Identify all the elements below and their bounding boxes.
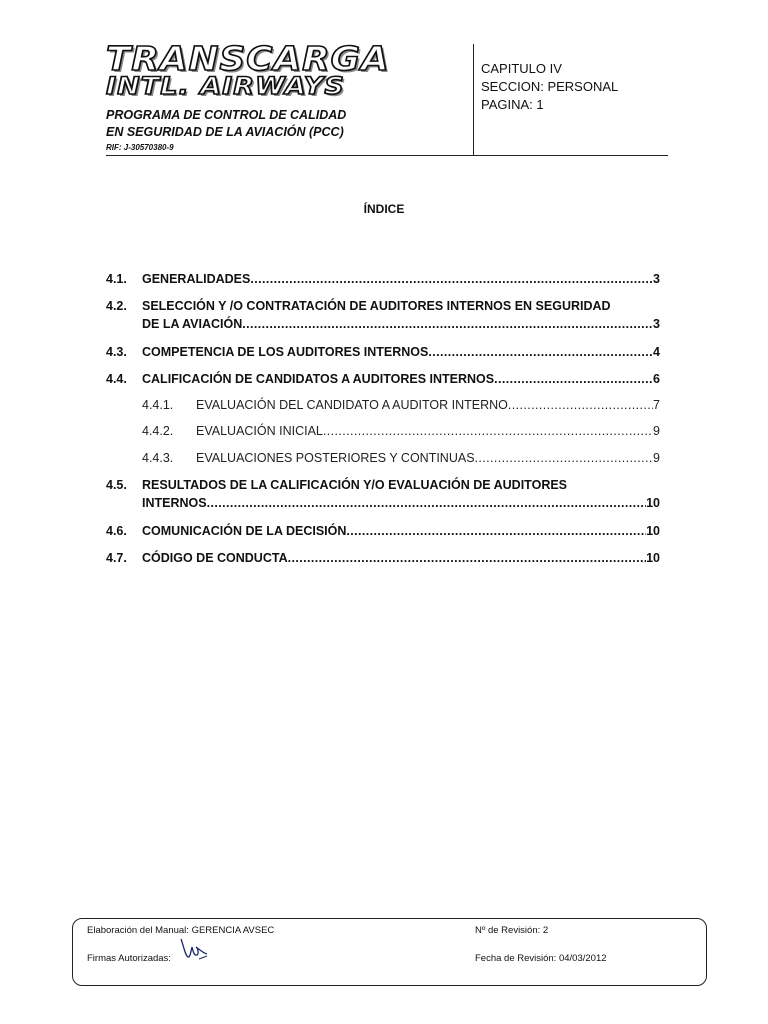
program-title-line-2: EN SEGURIDAD DE LA AVIACIÓN (PCC) xyxy=(106,125,344,139)
revision-date: Fecha de Revisión: 04/03/2012 xyxy=(475,953,607,964)
toc-leader-dots xyxy=(346,524,646,538)
header-horizontal-divider xyxy=(106,155,668,156)
toc-entry-title: INTERNOS xyxy=(142,496,207,510)
signature-icon xyxy=(177,935,211,965)
index-title: ÍNDICE xyxy=(363,202,405,216)
chapter-label: CAPITULO IV xyxy=(481,61,562,76)
toc-entry-title: DE LA AVIACIÓN xyxy=(142,317,243,331)
manual-elaboration: Elaboración del Manual: GERENCIA AVSEC xyxy=(87,925,275,936)
toc-entry-page: 3 xyxy=(653,272,660,286)
toc-entry-title: EVALUACIONES POSTERIORES Y CONTINUAS xyxy=(196,451,475,465)
toc-entry-page: 3 xyxy=(653,317,660,331)
toc-leader-dots xyxy=(508,398,653,412)
toc-leader-dots xyxy=(428,345,653,359)
toc-entry-title: EVALUACIÓN DEL CANDIDATO A AUDITOR INTERNO xyxy=(196,398,508,412)
revision-number: Nº de Revisión: 2 xyxy=(475,925,549,936)
toc-entry-page: 7 xyxy=(653,398,660,412)
toc-entry-number: 4.6. xyxy=(106,524,127,538)
toc-entry-number: 4.3. xyxy=(106,345,127,359)
toc-leader-dots xyxy=(288,551,646,565)
page-label: PAGINA: 1 xyxy=(481,97,544,112)
toc-entry-title: CALIFICACIÓN DE CANDIDATOS A AUDITORES INTERNOS xyxy=(142,372,495,386)
toc-entry-page: 9 xyxy=(653,451,660,465)
rif-number: RIF: J-30570380-9 xyxy=(106,143,174,152)
toc-leader-dots xyxy=(494,372,653,386)
toc-entry-page: 10 xyxy=(646,551,660,565)
toc-entry-number: 4.5. xyxy=(106,478,127,492)
toc-entry-number: 4.1. xyxy=(106,272,127,286)
toc-entry-title: COMPETENCIA DE LOS AUDITORES INTERNOS xyxy=(142,345,429,359)
authorized-signatures-label: Firmas Autorizadas: xyxy=(87,953,171,964)
toc-entry-page: 10 xyxy=(646,496,660,510)
toc-entry-title-line-1: SELECCIÓN Y /O CONTRATACIÓN DE AUDITORES INTERNOS EN SEGURIDAD xyxy=(142,299,611,313)
toc-leader-dots xyxy=(250,272,653,286)
toc-entry-page: 10 xyxy=(646,524,660,538)
toc-entry-number: 4.4.2. xyxy=(142,424,174,438)
company-logo xyxy=(106,39,396,100)
logo-line-transcarga: TRANSCARGA xyxy=(106,39,390,78)
toc-entry-title-line-1: RESULTADOS DE LA CALIFICACIÓN Y/O EVALUACIÓN DE AUDITORES xyxy=(142,478,568,492)
toc-entry-title: COMUNICACIÓN DE LA DECISIÓN xyxy=(142,524,347,538)
toc-entry-number: 4.7. xyxy=(106,551,127,565)
toc-leader-dots xyxy=(475,451,654,465)
toc-entry-page: 6 xyxy=(653,372,660,386)
toc-entry-number: 4.4.3. xyxy=(142,451,174,465)
toc-entry-title: EVALUACIÓN INICIAL xyxy=(196,424,323,438)
logo-line-intl-airways: INTL. AIRWAYS xyxy=(106,72,345,100)
toc-entry-number: 4.4.1. xyxy=(142,398,174,412)
toc-entry-title: GENERALIDADES xyxy=(142,272,251,286)
chapter-info xyxy=(481,60,618,114)
document-footer xyxy=(72,918,707,986)
toc-entry-number: 4.2. xyxy=(106,299,127,313)
program-title-line-1: PROGRAMA DE CONTROL DE CALIDAD xyxy=(106,108,347,122)
toc-leader-dots xyxy=(207,496,647,510)
toc-entry-number: 4.4. xyxy=(106,372,127,386)
toc-entry-page: 4 xyxy=(653,345,660,359)
toc-leader-dots xyxy=(242,317,653,331)
toc-entry-title: CÓDIGO DE CONDUCTA xyxy=(142,551,288,565)
section-label: SECCION: PERSONAL xyxy=(481,79,619,94)
header-vertical-divider xyxy=(473,44,474,155)
toc-leader-dots xyxy=(323,424,653,438)
toc-entry-page: 9 xyxy=(653,424,660,438)
